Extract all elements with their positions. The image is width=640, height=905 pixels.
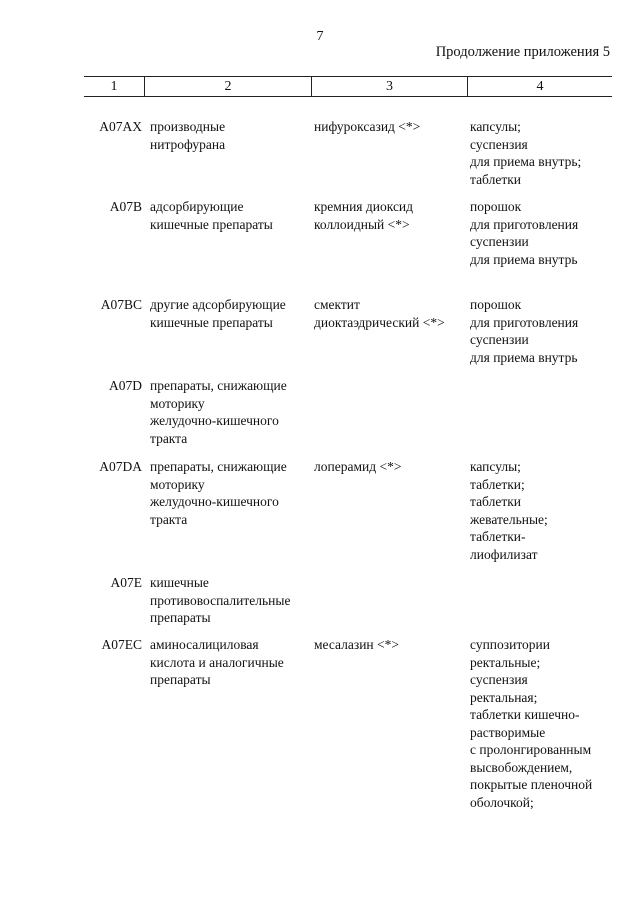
dosage-forms-line: высвобождением, <box>470 759 573 775</box>
group-name <box>150 377 310 447</box>
drug-name-line: кремния диоксид <box>314 199 414 214</box>
group-name-line: тракта <box>150 430 188 446</box>
dosage-forms-line: суспензия <box>470 672 528 687</box>
group-name-line: нитрофурана <box>150 136 226 152</box>
group-name <box>150 296 310 331</box>
group-name-line: другие адсорбирующие <box>150 297 286 312</box>
atc-code: A07E <box>110 575 142 590</box>
drug-name <box>314 118 466 136</box>
dosage-forms <box>470 118 620 188</box>
group-name <box>150 574 310 627</box>
header-cell-2: 2 <box>145 77 312 96</box>
table-header-row <box>84 76 612 97</box>
dosage-forms-line: капсулы; <box>470 119 521 134</box>
dosage-forms-line: для приема внутрь <box>470 251 578 267</box>
dosage-forms-line: таблетки <box>470 494 522 509</box>
group-name-line: производные <box>150 119 226 134</box>
drug-name <box>314 198 466 233</box>
dosage-forms-line: суспензии <box>470 234 529 249</box>
group-name-line: препараты <box>150 610 211 625</box>
dosage-forms-line: таблетки кишечно- <box>470 707 580 722</box>
atc-code: A07EC <box>101 637 142 652</box>
dosage-forms-line: ректальная; <box>470 689 538 705</box>
group-name-line: противовоспалительные <box>150 592 291 608</box>
drug-name-line: месалазин <*> <box>314 637 400 652</box>
group-name <box>150 636 310 689</box>
group-name-line: препараты <box>150 672 211 687</box>
group-name-line: кислота и аналогичные <box>150 654 284 670</box>
group-name <box>150 118 310 153</box>
dosage-forms-line: с пролонгированным <box>470 742 592 757</box>
drug-name <box>314 458 466 476</box>
dosage-forms-line: жевательные; <box>470 511 548 527</box>
dosage-forms-line: порошок <box>470 199 522 214</box>
dosage-forms-line: суспензии <box>470 332 529 347</box>
atc-code: A07DA <box>99 459 142 474</box>
group-name-line: моторику <box>150 395 205 411</box>
dosage-forms-line: порошок <box>470 297 522 312</box>
dosage-forms-line: для приема внутрь <box>470 349 578 365</box>
group-name <box>150 198 310 233</box>
drug-name-line: лоперамид <*> <box>314 459 402 474</box>
drug-name-line: коллоидный <*> <box>314 216 410 232</box>
header-cell-3: 3 <box>312 77 468 96</box>
dosage-forms-line: лиофилизат <box>470 546 538 562</box>
drug-name <box>314 296 466 331</box>
group-name <box>150 458 310 528</box>
group-name-line: кишечные <box>150 575 209 590</box>
header-cell-1: 1 <box>84 77 145 96</box>
drug-name-line: нифуроксазид <*> <box>314 119 421 134</box>
dosage-forms-line: таблетки <box>470 171 522 187</box>
group-name-line: желудочно-кишечного <box>150 494 279 509</box>
group-name-line: препараты, снижающие <box>150 459 287 474</box>
dosage-forms-line: оболочкой; <box>470 794 534 810</box>
dosage-forms-line: таблетки- <box>470 529 526 544</box>
group-name-line: кишечные препараты <box>150 216 273 232</box>
dosage-forms <box>470 198 620 268</box>
group-name-line: адсорбирующие <box>150 199 244 214</box>
atc-code: A07BC <box>100 297 142 312</box>
group-name-line: кишечные препараты <box>150 314 273 330</box>
atc-code: A07B <box>109 199 142 214</box>
group-name-line: аминосалициловая <box>150 637 259 652</box>
dosage-forms-line: для приема внутрь; <box>470 154 582 169</box>
dosage-forms <box>470 458 620 563</box>
dosage-forms-line: таблетки; <box>470 476 525 492</box>
atc-code: A07D <box>109 378 142 393</box>
drug-name-line: диоктаэдрический <*> <box>314 314 445 330</box>
group-name-line: желудочно-кишечного <box>150 413 279 428</box>
page-number: 7 <box>316 29 324 44</box>
dosage-forms-line: для приготовления <box>470 314 579 330</box>
group-name-line: препараты, снижающие <box>150 378 287 393</box>
header-cell-4: 4 <box>536 79 544 94</box>
atc-code: A07AX <box>99 119 142 134</box>
dosage-forms-line: растворимые <box>470 724 546 740</box>
group-name-line: тракта <box>150 511 188 527</box>
dosage-forms-line: покрытые пленочной <box>470 777 593 792</box>
dosage-forms-line: капсулы; <box>470 459 521 474</box>
continuation-note: Продолжение приложения 5 <box>435 44 610 60</box>
dosage-forms-line: суппозитории <box>470 637 550 652</box>
drug-name <box>314 636 466 654</box>
dosage-forms-line: для приготовления <box>470 216 579 232</box>
dosage-forms <box>470 636 620 811</box>
dosage-forms <box>470 296 620 366</box>
drug-name-line: смектит <box>314 297 360 312</box>
group-name-line: моторику <box>150 476 205 492</box>
dosage-forms-line: суспензия <box>470 136 528 152</box>
dosage-forms-line: ректальные; <box>470 654 541 670</box>
